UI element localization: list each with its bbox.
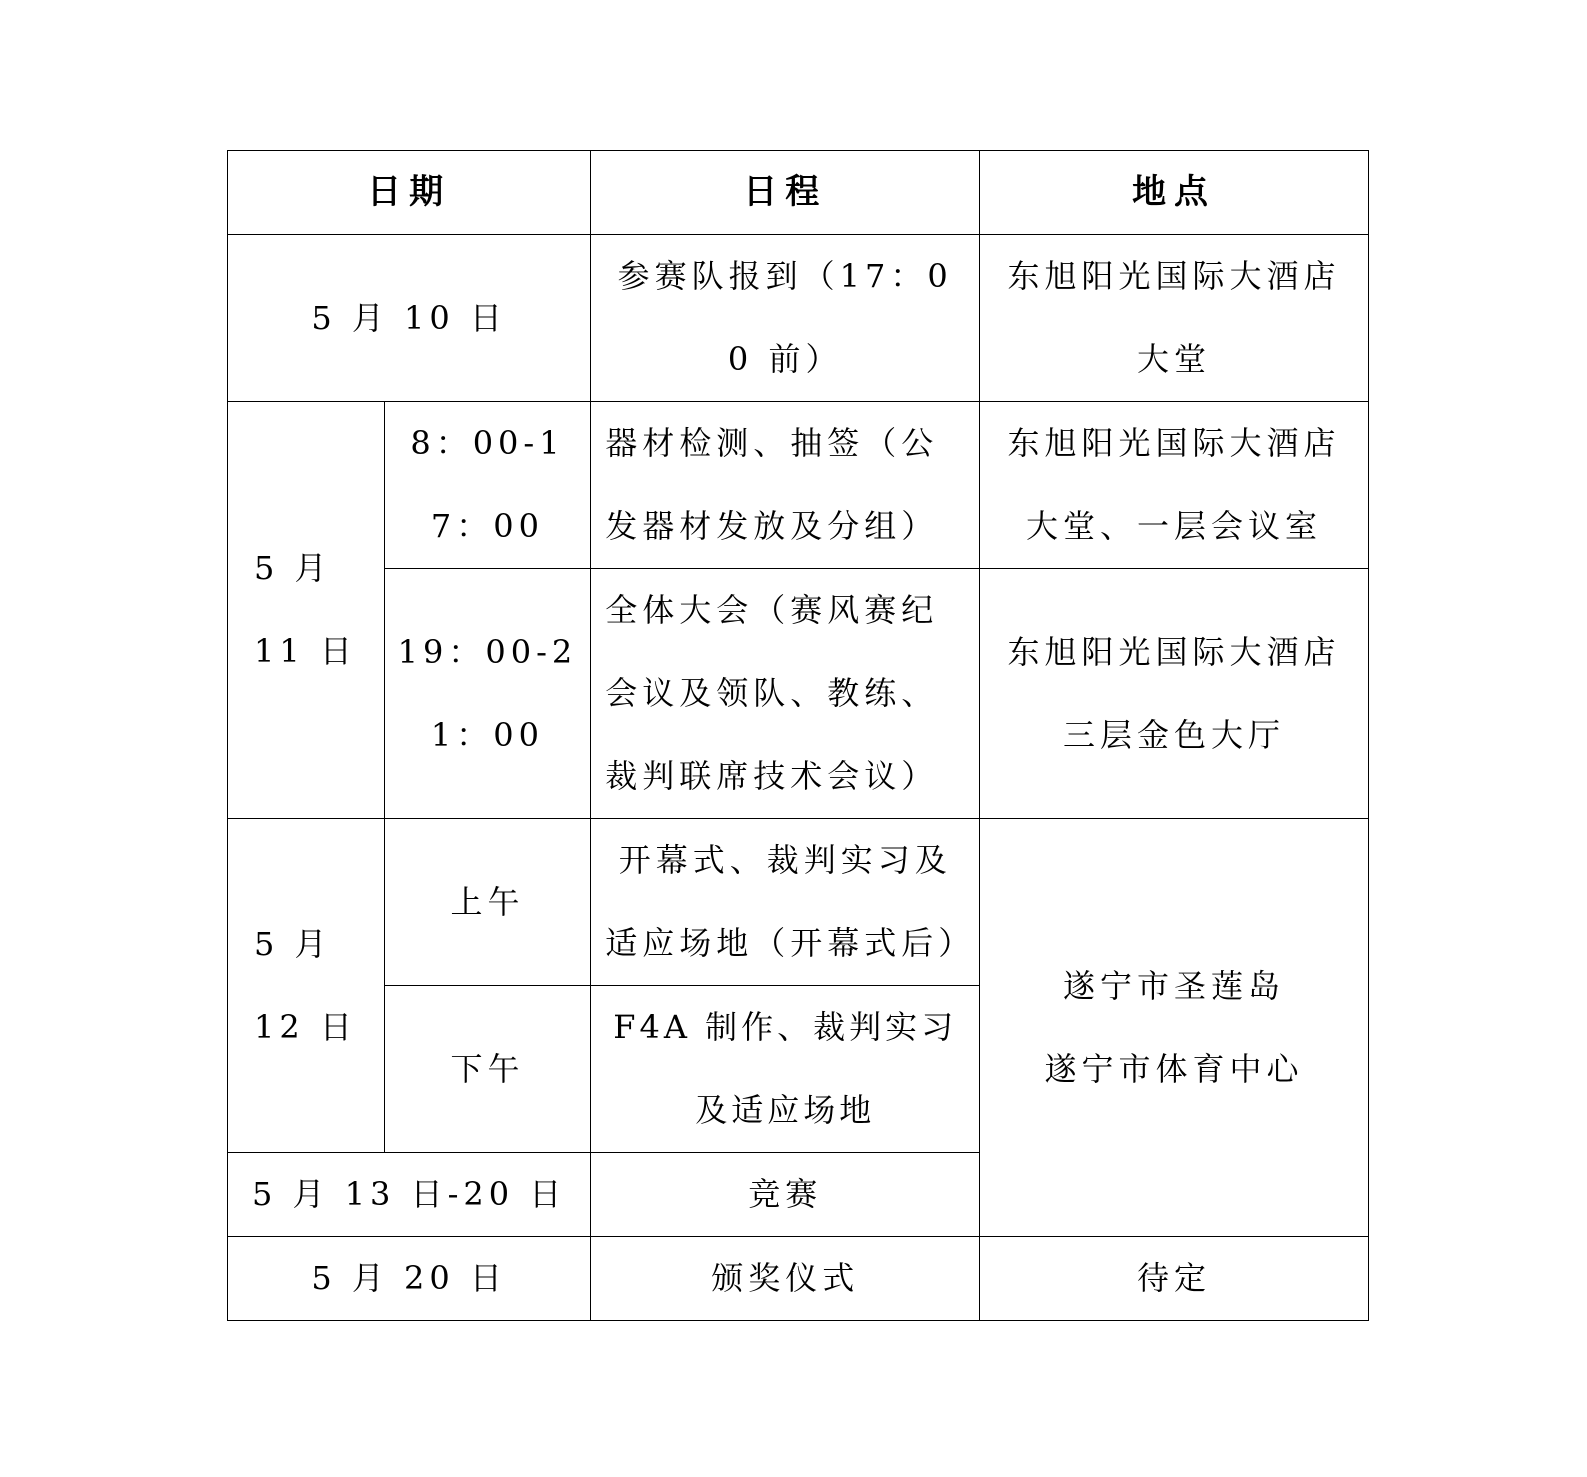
time-text: 8：00-17：00 xyxy=(410,424,565,545)
cell-date-may11 xyxy=(228,402,385,819)
table-row-may11-b xyxy=(228,569,1369,819)
cell-schedule: 竞赛 xyxy=(591,1153,980,1237)
cell-place xyxy=(980,402,1369,569)
cell-time: 下午 xyxy=(384,986,591,1153)
header-schedule: 日程 xyxy=(591,151,980,235)
cell-time: 上午 xyxy=(384,819,591,986)
schedule-text: F4A 制作、裁判实习及适应场地 xyxy=(613,1008,958,1129)
cell-schedule xyxy=(591,402,980,569)
cell-place xyxy=(980,569,1369,819)
cell-place-merged xyxy=(980,819,1369,1237)
header-place: 地点 xyxy=(980,151,1369,235)
cell-date: 5 月 10 日 xyxy=(228,235,591,402)
schedule-table xyxy=(227,150,1369,1321)
cell-schedule xyxy=(591,235,980,402)
cell-date: 5 月 13 日-20 日 xyxy=(228,1153,591,1237)
schedule-text: 器材检测、抽签（公发器材发放及分组） xyxy=(605,424,939,545)
table-row-may10 xyxy=(228,235,1369,402)
cell-schedule: 颁奖仪式 xyxy=(591,1237,980,1321)
time-text: 19：00-21：00 xyxy=(397,632,578,754)
cell-time xyxy=(384,402,591,569)
cell-place: 待定 xyxy=(980,1237,1369,1321)
cell-place xyxy=(980,235,1369,402)
date-text: 5 月 11 日 xyxy=(254,549,357,670)
date-text: 5 月 12 日 xyxy=(254,924,357,1046)
place-text: 东旭阳光国际大酒店大堂 xyxy=(1007,257,1341,378)
table-row-award xyxy=(228,1237,1369,1321)
cell-schedule xyxy=(591,569,980,819)
header-row xyxy=(228,151,1369,235)
cell-date-may12 xyxy=(228,819,385,1153)
schedule-text: 全体大会（赛风赛纪会议及领队、教练、裁判联席技术会议） xyxy=(605,591,939,795)
table-row-may11-a xyxy=(228,402,1369,569)
table-row-may12-a xyxy=(228,819,1369,986)
cell-schedule xyxy=(591,819,980,986)
schedule-text: 开幕式、裁判实习及适应场地（开幕式后） xyxy=(605,841,976,962)
header-date: 日期 xyxy=(228,151,591,235)
cell-date: 5 月 20 日 xyxy=(228,1237,591,1321)
schedule-text: 参赛队报到（17：00 前） xyxy=(617,257,953,378)
cell-schedule xyxy=(591,986,980,1153)
place-line-1: 遂宁市圣莲岛 xyxy=(1063,966,1286,1005)
place-text: 东旭阳光国际大酒店三层金色大厅 xyxy=(1007,632,1341,754)
place-text: 东旭阳光国际大酒店大堂、一层会议室 xyxy=(1007,424,1341,545)
place-line-2: 遂宁市体育中心 xyxy=(1044,1049,1304,1088)
cell-time xyxy=(384,569,591,819)
